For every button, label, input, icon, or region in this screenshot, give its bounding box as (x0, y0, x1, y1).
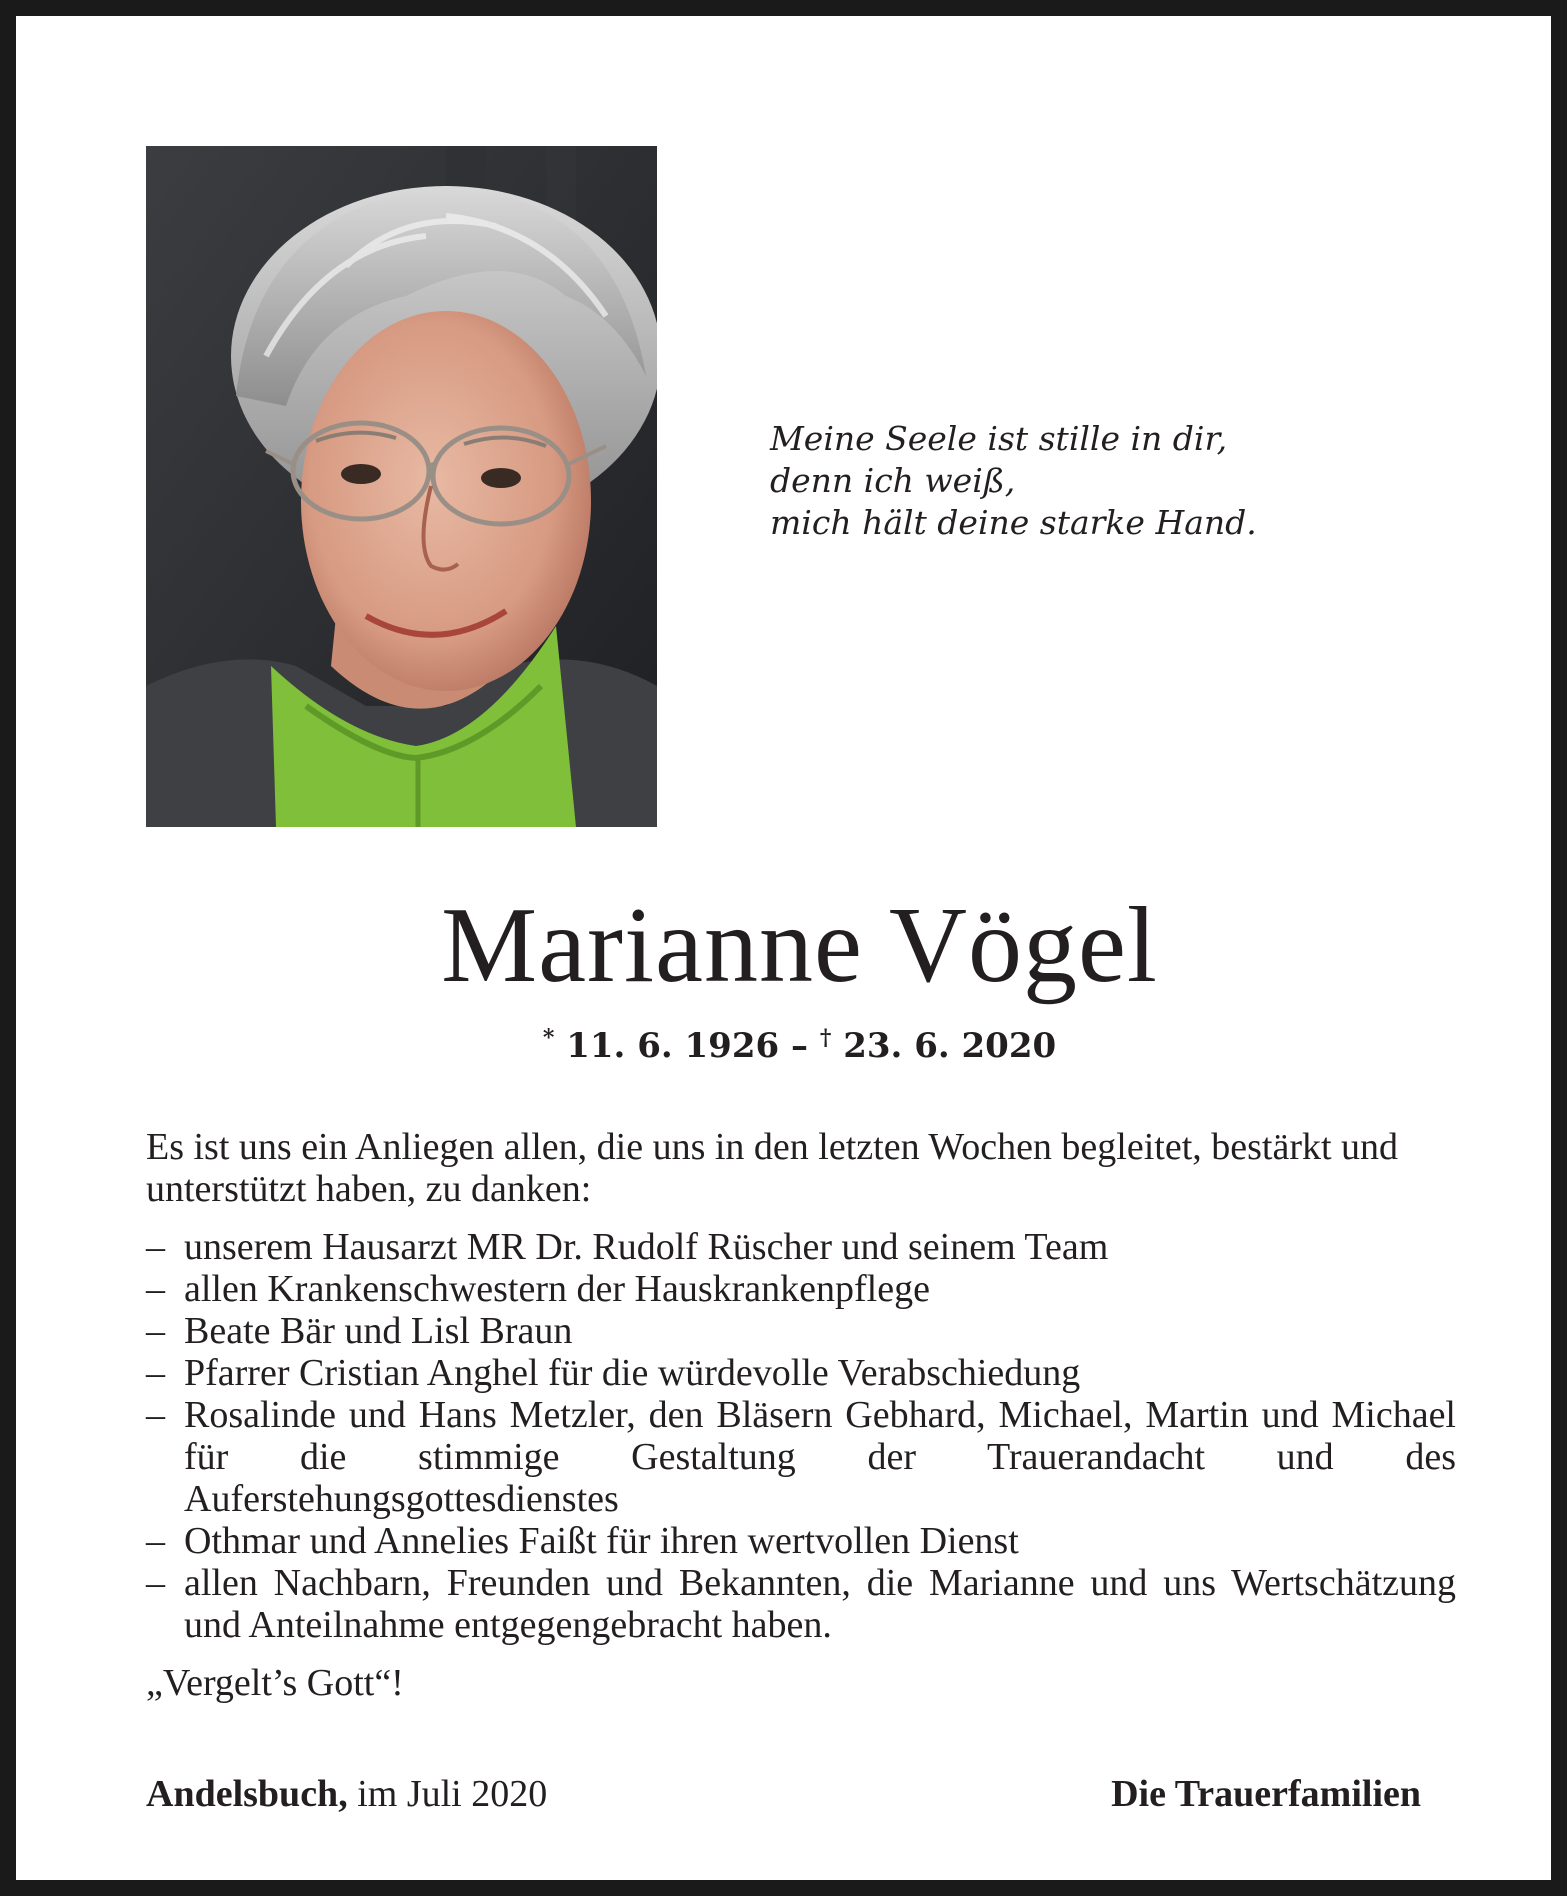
deceased-name: Marianne Vögel (441, 886, 1158, 1005)
birth-symbol: * (542, 1025, 555, 1051)
death-date: 23. 6. 2020 (843, 1026, 1057, 1066)
dash: – (146, 1268, 165, 1310)
list-item: – Rosalinde und Hans Metzler, den Bläsern Gebhard, Michael, Martin und Michael für die stimmige Gestaltung der Trauerandacht und des Auferstehungsgottesdienstes (146, 1394, 1456, 1520)
life-dates (16, 1016, 1567, 1068)
death-symbol: † (819, 1025, 832, 1051)
intro-paragraph: Es ist uns ein Anliegen allen, die uns in den letzten Wochen begleitet, bestärkt und unterstützt haben, zu danken: (146, 1126, 1399, 1210)
thanks-list (146, 1226, 1456, 1646)
list-item: – allen Nachbarn, Freunden und Bekannten, die Marianne und uns Wertschätzung und Anteilnahme entgegengebracht haben. (146, 1562, 1456, 1646)
place: Andelsbuch, (146, 1773, 348, 1815)
dash: – (146, 1562, 165, 1604)
list-item: – Othmar und Annelies Faißt für ihren wertvollen Dienst (146, 1520, 1019, 1562)
place-and-date (146, 1772, 547, 1816)
dash: – (146, 1226, 165, 1268)
closing-phrase: „Vergelt’s Gott“! (146, 1662, 404, 1704)
birth-date: 11. 6. 1926 (566, 1026, 780, 1066)
portrait-photo (146, 146, 657, 827)
verse-line: denn ich weiß, (770, 461, 1016, 500)
notice-date: im Juli 2020 (347, 1773, 548, 1815)
verse-line: mich hält deine starke Hand. (770, 503, 1257, 542)
dash: – (146, 1310, 165, 1352)
list-item: – Beate Bär und Lisl Braun (146, 1310, 573, 1352)
dash: – (146, 1352, 165, 1394)
list-item: – allen Krankenschwestern der Hauskrankenpflege (146, 1268, 930, 1310)
thank-you-text (146, 1126, 1456, 1742)
list-item: – unserem Hausarzt MR Dr. Rudolf Rüscher und seinem Team (146, 1226, 1109, 1268)
list-item: – Pfarrer Cristian Anghel für die würdevolle Verabschiedung (146, 1352, 1081, 1394)
dash: – (146, 1520, 165, 1562)
verse-line: Meine Seele ist stille in dir, (770, 419, 1228, 458)
verse (770, 418, 1257, 544)
signature: Die Trauerfamilien (1111, 1773, 1421, 1815)
date-separator: – (779, 1026, 820, 1066)
dash: – (146, 1394, 165, 1436)
